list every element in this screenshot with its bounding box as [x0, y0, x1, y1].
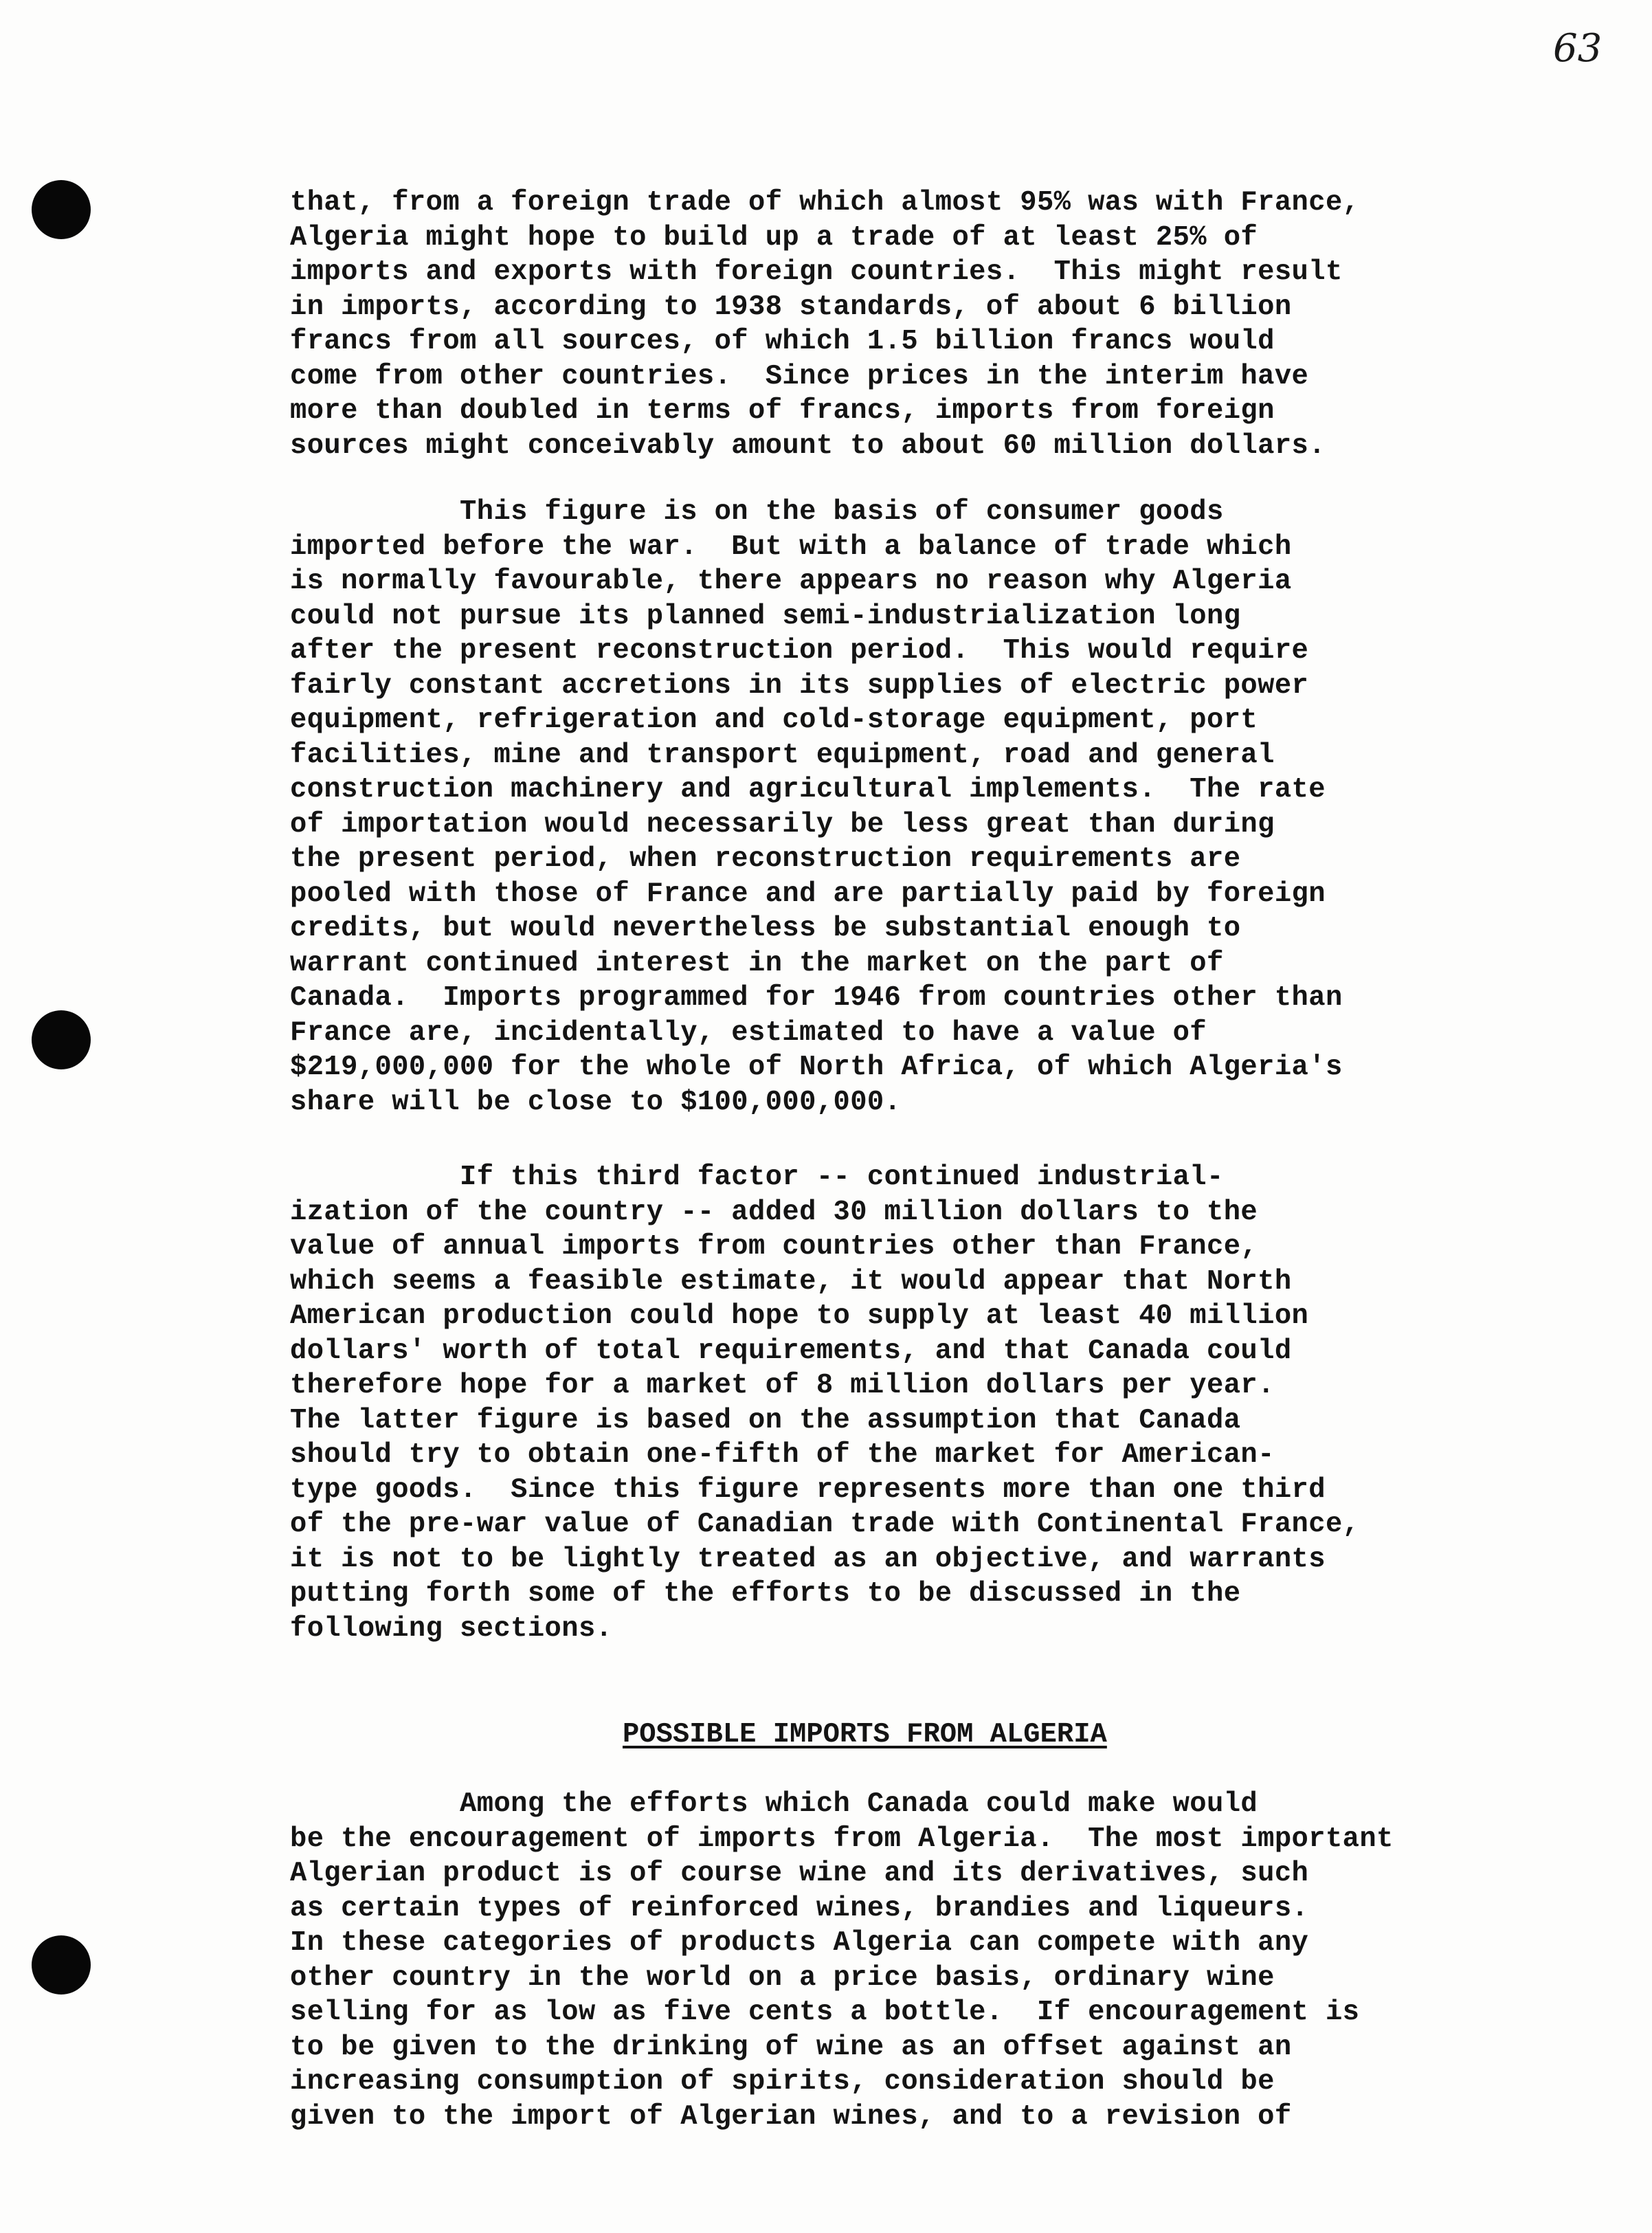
section-heading: POSSIBLE IMPORTS FROM ALGERIA — [623, 1719, 1107, 1751]
text-line: Canada. Imports programmed for 1946 from countries other than — [290, 982, 1343, 1014]
text-line: $219,000,000 for the whole of North Africa, of which Algeria's — [290, 1052, 1343, 1083]
text-line: In these categories of products Algeria can compete with any — [290, 1927, 1309, 1959]
text-line: following sections. — [290, 1612, 613, 1645]
binder-hole-bottom — [32, 1935, 91, 1995]
paragraph-2 — [290, 495, 1637, 1120]
text-line: could not pursue its planned semi-industrialization long — [290, 600, 1241, 632]
text-line: francs from all sources, of which 1.5 billion francs would — [290, 326, 1275, 357]
binder-hole-top — [32, 180, 91, 239]
text-line: that, from a foreign trade of which almost 95% was with France, — [290, 187, 1360, 219]
text-line: fairly constant accretions in its supplies of electric power — [290, 669, 1309, 702]
paragraph-4 — [290, 1787, 1637, 2134]
text-line: more than doubled in terms of francs, imports from foreign — [290, 395, 1275, 427]
text-line: dollars' worth of total requirements, and that Canada could — [290, 1335, 1292, 1367]
text-line: imports and exports with foreign countries. This might result — [290, 256, 1343, 288]
text-line: which seems a feasible estimate, it would appear that North — [290, 1265, 1292, 1298]
text-line: equipment, refrigeration and cold-storage equipment, port — [290, 704, 1258, 736]
text-line: ization of the country -- added 30 million dollars to the — [290, 1196, 1258, 1228]
text-line: the present period, when reconstruction requirements are — [290, 843, 1241, 875]
text-line: in imports, according to 1938 standards, of about 6 billion — [290, 291, 1292, 323]
text-line: pooled with those of France and are partially paid by foreign — [290, 878, 1326, 910]
text-line: share will be close to $100,000,000. — [290, 1086, 902, 1118]
text-line: come from other countries. Since prices in the interim have — [290, 360, 1309, 392]
text-line: sources might conceivably amount to about 60 million dollars. — [290, 430, 1326, 462]
text-line: of importation would necessarily be less great than during — [290, 808, 1275, 841]
text-line: American production could hope to supply at least 40 million — [290, 1300, 1309, 1332]
text-line: to be given to the drinking of wine as an offset against an — [290, 2031, 1292, 2063]
text-line: therefore hope for a market of 8 million dollars per year. — [290, 1370, 1275, 1401]
text-line: warrant continued interest in the market on the part of — [290, 947, 1224, 979]
text-line: it is not to be lightly treated as an objective, and warrants — [290, 1543, 1326, 1575]
text-line: France are, incidentally, estimated to have a value of — [290, 1016, 1207, 1049]
text-line: selling for as low as five cents a bottle. If encouragement is — [290, 1997, 1360, 2028]
text-line: of the pre-war value of Canadian trade with Continental France, — [290, 1509, 1360, 1540]
page-number: 63 — [1553, 26, 1603, 71]
text-line: credits, but would nevertheless be substantial enough to — [290, 913, 1241, 944]
text-line: given to the import of Algerian wines, and to a revision of — [290, 2100, 1292, 2133]
text-line: Among the efforts which Canada could make would — [290, 1788, 1258, 1820]
text-line: be the encouragement of imports from Algeria. The most important — [290, 1823, 1394, 1855]
text-line: This figure is on the basis of consumer goods — [290, 496, 1224, 528]
text-line: as certain types of reinforced wines, brandies and liqueurs. — [290, 1892, 1309, 1924]
text-line: other country in the world on a price basis, ordinary wine — [290, 1962, 1275, 1994]
text-line: The latter figure is based on the assumption that Canada — [290, 1404, 1241, 1436]
text-line: should try to obtain one-fifth of the market for American- — [290, 1439, 1275, 1471]
text-line: Algerian product is of course wine and its derivatives, such — [290, 1858, 1309, 1889]
text-line: after the present reconstruction period. This would require — [290, 635, 1309, 667]
text-line: value of annual imports from countries other than France, — [290, 1231, 1258, 1263]
text-line: If this third factor -- continued industrial- — [290, 1162, 1224, 1193]
text-line: increasing consumption of spirits, consideration should be — [290, 2066, 1275, 2098]
text-line: is normally favourable, there appears no reason why Algeria — [290, 566, 1292, 597]
text-line: type goods. Since this figure represents more than one third — [290, 1474, 1326, 1506]
text-line: construction machinery and agricultural implements. The rate — [290, 774, 1326, 806]
binder-hole-middle — [32, 1010, 91, 1069]
paragraph-1 — [290, 186, 1637, 463]
paragraph-3 — [290, 1160, 1637, 1646]
text-line: putting forth some of the efforts to be discussed in the — [290, 1578, 1241, 1610]
text-line: imported before the war. But with a balance of trade which — [290, 531, 1292, 563]
text-line: facilities, mine and transport equipment, road and general — [290, 739, 1275, 771]
text-line: Algeria might hope to build up a trade of at least 25% of — [290, 221, 1258, 254]
